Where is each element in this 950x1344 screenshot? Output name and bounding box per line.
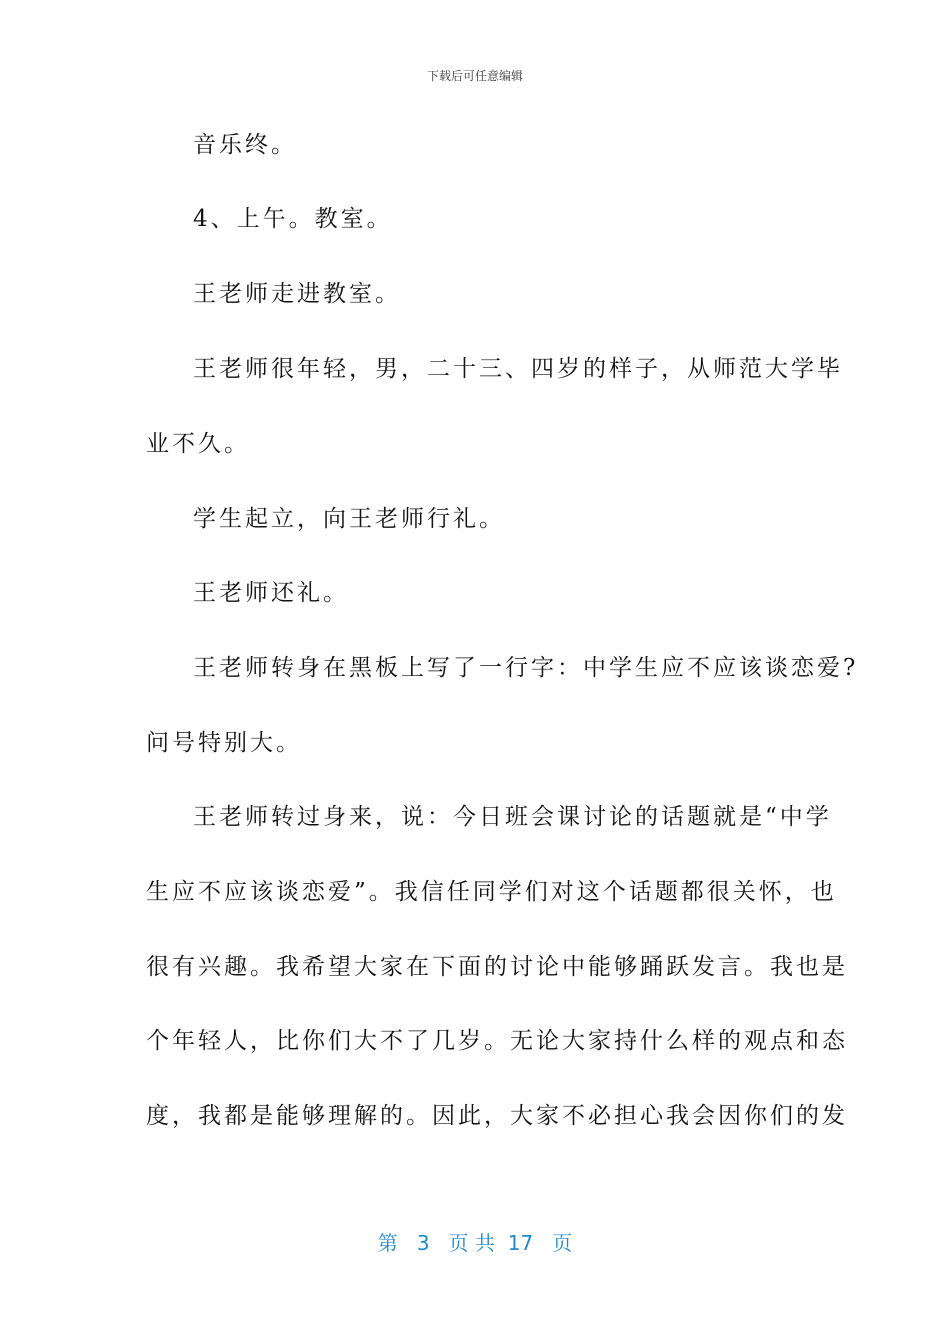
- text-line: 学生起立，向王老师行礼。: [193, 506, 505, 532]
- text-line: 业不久。: [146, 431, 250, 457]
- header-note: 下载后可任意编辑: [426, 69, 523, 83]
- text-line: 4、上午。教室。: [193, 206, 393, 232]
- footer-suffix: 页: [552, 1231, 573, 1255]
- text-line: 王老师转过身来，说：今日班会课讨论的话题就是“中学: [193, 804, 832, 830]
- text-line: 问号特别大。: [146, 730, 302, 756]
- text-line: 王老师还礼。: [193, 580, 349, 606]
- text-line: 个年轻人，比你们大不了几岁。无论大家持什么样的观点和态: [146, 1028, 848, 1054]
- text-line: 很有兴趣。我希望大家在下面的讨论中能够踊跃发言。我也是: [146, 954, 848, 980]
- page-footer: [0, 1227, 950, 1256]
- text-line: 度，我都是能够理解的。因此，大家不必担心我会因你们的发: [146, 1103, 848, 1129]
- footer-middle: 页 共: [448, 1231, 495, 1255]
- text-line: 生应不应该谈恋爱”。我信任同学们对这个话题都很关怀，也: [146, 879, 837, 905]
- text-line: 王老师走进教室。: [193, 281, 401, 307]
- text-line: 王老师转身在黑板上写了一行字：中学生应不应该谈恋爱?: [193, 655, 859, 681]
- text-line: 王老师很年轻，男，二十三、四岁的样子，从师范大学毕: [193, 356, 843, 382]
- text-line: 音乐终。: [193, 132, 297, 158]
- page-number: 3: [416, 1231, 430, 1255]
- footer-prefix: 第: [377, 1231, 398, 1255]
- total-pages: 17: [507, 1231, 534, 1255]
